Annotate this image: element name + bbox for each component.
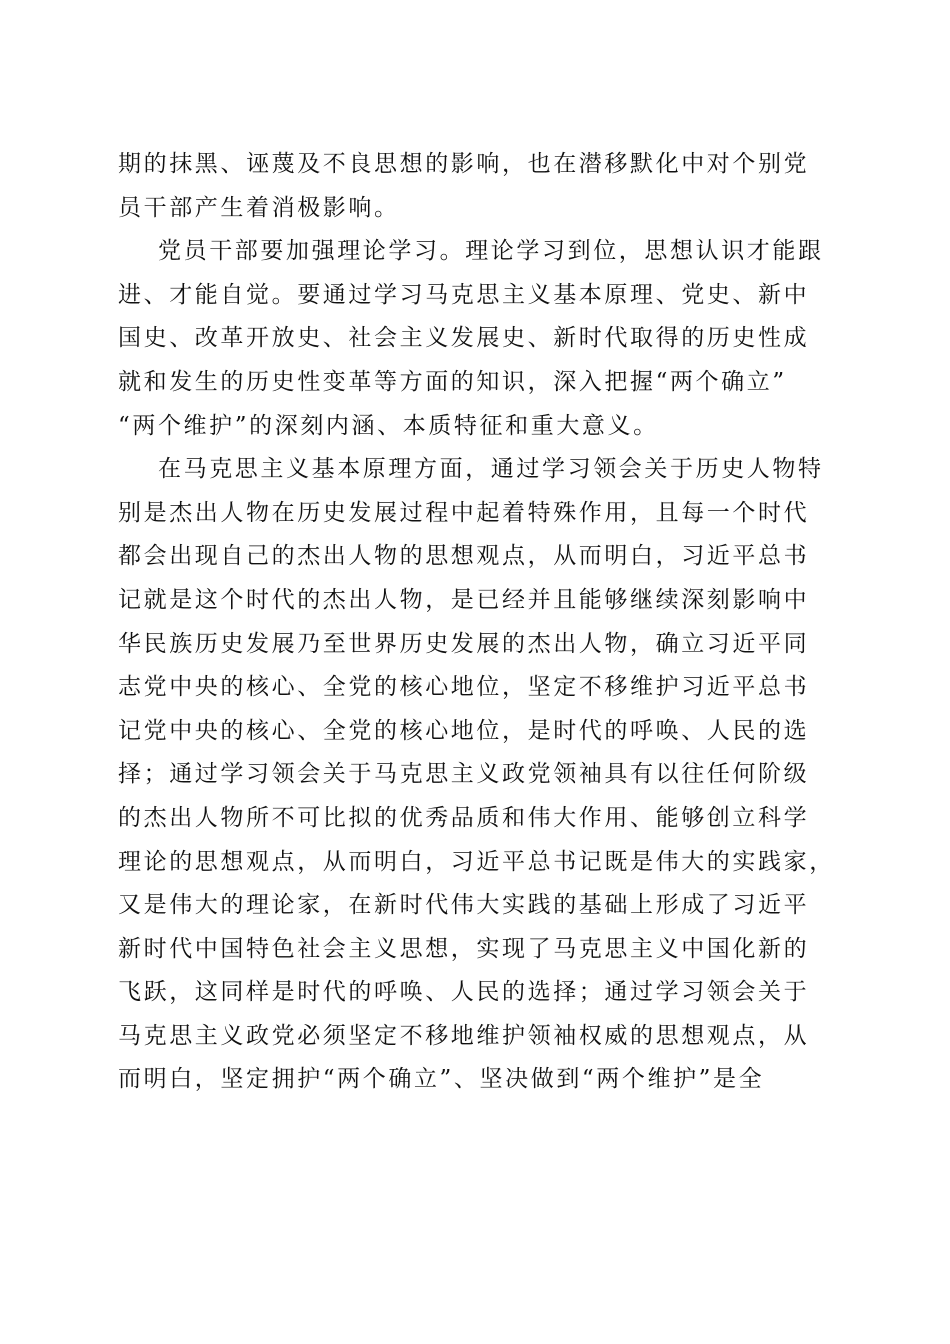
text-line: 飞跃，这同样是时代的呼唤、人民的选择；通过学习领会关于 [118, 979, 810, 1006]
text-line: 的杰出人物所不可比拟的优秀品质和伟大作用、能够创立科学 [118, 804, 810, 831]
text-line: 华民族历史发展乃至世界历史发展的杰出人物，确立习近平同 [118, 630, 810, 657]
text-line: 进、才能自觉。要通过学习马克思主义基本原理、党史、新中 [118, 281, 810, 308]
text-line: 理论的思想观点，从而明白，习近平总书记既是伟大的实践家， [118, 848, 835, 875]
text-line: 又是伟大的理论家，在新时代伟大实践的基础上形成了习近平 [118, 892, 810, 919]
text-line: 记就是这个时代的杰出人物，是已经并且能够继续深刻影响中 [118, 586, 810, 613]
text-line: 志党中央的核心、全党的核心地位，坚定不移维护习近平总书 [118, 674, 810, 701]
paragraph-first-line: 在马克思主义基本原理方面，通过学习领会关于历史人物特 [158, 456, 824, 483]
text-line: 员干部产生着消极影响。 [118, 194, 400, 221]
paragraph-first-line: 党员干部要加强理论学习。理论学习到位，思想认识才能跟 [158, 238, 824, 265]
text-line: 就和发生的历史性变革等方面的知识，深入把握“两个确立” [118, 368, 787, 395]
text-line: 别是杰出人物在历史发展过程中起着特殊作用，且每一个时代 [118, 499, 810, 526]
text-line: 期的抹黑、诬蔑及不良思想的影响，也在潜移默化中对个别党 [118, 151, 810, 177]
text-line: 记党中央的核心、全党的核心地位，是时代的呼唤、人民的选 [118, 717, 810, 744]
text-line: 都会出现自己的杰出人物的思想观点，从而明白，习近平总书 [118, 543, 810, 570]
text-line: 而明白，坚定拥护“两个确立”、坚决做到“两个维护”是全 [118, 1066, 765, 1093]
text-line: 马克思主义政党必须坚定不移地维护领袖权威的思想观点，从 [118, 1022, 810, 1049]
document-body [118, 143, 835, 1102]
text-line: 择；通过学习领会关于马克思主义政党领袖具有以往任何阶级 [118, 761, 810, 788]
text-line: “两个维护”的深刻内涵、本质特征和重大意义。 [118, 412, 659, 439]
text-line: 国史、改革开放史、社会主义发展史、新时代取得的历史性成 [118, 325, 810, 352]
text-line: 新时代中国特色社会主义思想，实现了马克思主义中国化新的 [118, 935, 810, 962]
